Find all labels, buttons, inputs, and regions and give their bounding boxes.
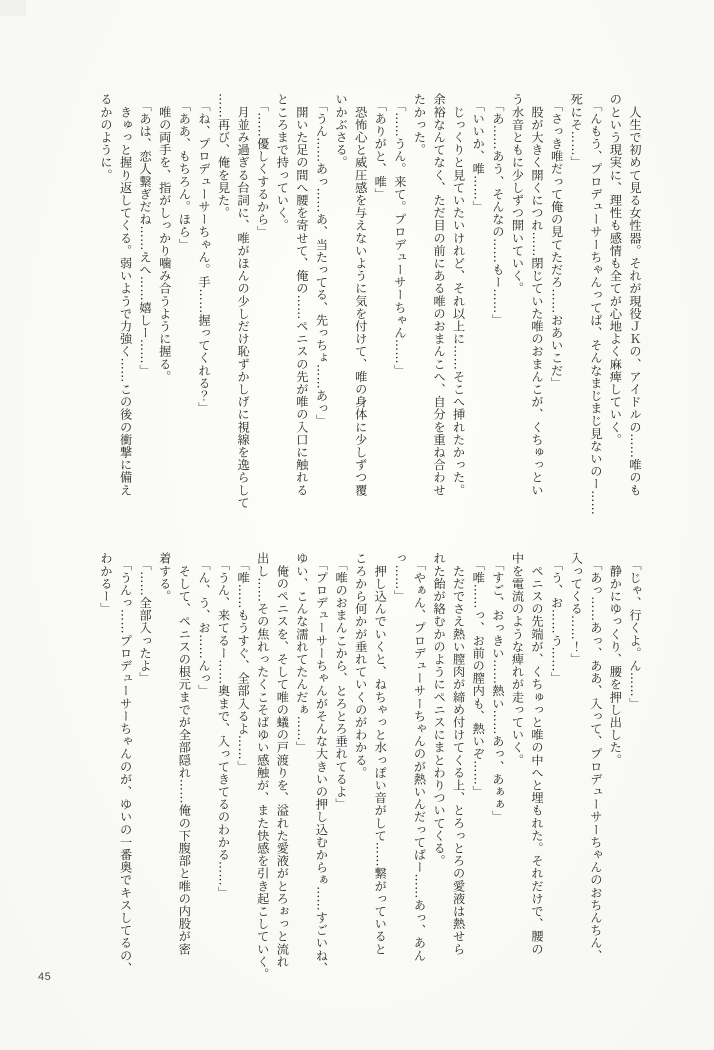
text-line: 「う、お……う……」 bbox=[549, 552, 564, 685]
text-line: っ……」 bbox=[392, 552, 407, 603]
text-line: 「ん、う、お……んっ」 bbox=[196, 552, 211, 698]
text-line: のという現実に、理性も感情も全てが心地よく麻痺していく。 bbox=[608, 93, 623, 446]
text-line: う水音ともに少しずつ開いていく。 bbox=[510, 93, 525, 295]
text-line: 「唯……もうすぐ、全部入るよ……」 bbox=[236, 552, 251, 773]
text-line: 「……全部入ったよ」 bbox=[138, 552, 153, 685]
text-line: 「すご、おっきい……熱い……あっ、あぁぁ」 bbox=[490, 552, 505, 824]
text-line: 月並み過ぎる台詞に、唯がほんの少しだけ恥ずかしげに視線を逸らして bbox=[236, 93, 251, 509]
text-line: 「ね、プロデューサーちゃん。手……握ってくれる？」 bbox=[196, 93, 211, 415]
text-line: じっくりと見ていたいけれど、それ以上に……そこへ挿れたかった。 bbox=[451, 93, 466, 497]
text-line: 「あ……あう、そんなの……もー……」 bbox=[490, 93, 505, 327]
text-line: たかった。 bbox=[412, 93, 427, 156]
text-line: ……再び、俺を見た。 bbox=[216, 93, 231, 219]
text-line: 俺のペニスを、そして唯の蟻の戸渡りを、溢れた愛液がとろぉっと流れ bbox=[275, 552, 290, 968]
text-line: 着する。 bbox=[157, 552, 172, 603]
text-line: 「じゃ、行くよ。ん……」 bbox=[628, 552, 642, 710]
text-line: るかのように。 bbox=[98, 93, 113, 182]
text-block-bottom bbox=[95, 552, 644, 1004]
text-line: わかるー」 bbox=[98, 552, 113, 615]
text-line: 「うん……あっ……あ、当たってる、先っちょ……あっ」 bbox=[314, 93, 329, 428]
text-line: 恐怖心と威圧感を与えないように気を付けて、唯の身体に少しずつ覆 bbox=[353, 93, 368, 497]
text-line: いかぶさる。 bbox=[334, 93, 349, 169]
text-line: 「唯のおまんこから、とろとろ垂れてるよ」 bbox=[334, 552, 349, 811]
text-line: 「あは、恋人繋ぎだね……えへ……嬉しー……」 bbox=[138, 93, 153, 377]
text-line: ゆい、こんな濡れてたんだぁ……」 bbox=[294, 552, 309, 754]
text-line: ころから何かが垂れていくのがわかる。 bbox=[353, 552, 368, 779]
text-line: 「ああ、もちろん。ほら」 bbox=[177, 93, 192, 251]
text-line: 「うんっ……プロデューサーちゃんのが、ゆいの一番奥でキスしてるの、 bbox=[118, 552, 133, 975]
text-line: 「うん、来てるー……奥まで、入ってきてるのわかる……」 bbox=[216, 552, 231, 899]
text-line: 「プロデューサーちゃんがそんな大きいの押し込むからぁ……すごいね、 bbox=[314, 552, 329, 975]
text-line: 人生で初めて見る女性器。それが現役ＪＫの、アイドルの……唯のも bbox=[628, 93, 642, 497]
text-line: ただでさえ熱い膣肉が締め付けてくる上、とろっとろの愛液は熱せら bbox=[451, 552, 466, 956]
text-line: 「あっ……あっ、ああ、入って、プロデューサーちゃんのおちんちん、 bbox=[588, 552, 603, 962]
text-line: 唯の両手を、指がしっかり噛み合うように握る。 bbox=[157, 93, 172, 383]
text-line: 股が大きく開くにつれ……閉じていた唯のおまんこが、くちゅっとい bbox=[530, 93, 545, 497]
text-line: 静かにゆっくり、腰を押し出した。 bbox=[608, 552, 623, 767]
text-line: 死にそ……」 bbox=[569, 93, 584, 169]
text-line: きゅっと握り返してくる。弱いようで力強く……この後の衝撃に備え bbox=[118, 93, 133, 497]
text-line: 「やぁん、プロデューサーちゃんのが熱いんだってばー……あっ、あん bbox=[412, 552, 427, 962]
text-line: れた飴が絡むかのようにペニスにまとわりついてくる。 bbox=[432, 552, 447, 867]
scan-artifact bbox=[0, 0, 26, 16]
text-line: 「さっき唯だって俺の見てただろ……おあいこだ」 bbox=[549, 93, 564, 390]
text-block-top bbox=[95, 93, 644, 548]
text-line: 「……優しくするから」 bbox=[255, 93, 270, 239]
page-number: 45 bbox=[38, 971, 52, 983]
text-line: 「んもう、プロデューサーちゃんってば、そんなまじまじ見ないのー…… bbox=[588, 93, 603, 516]
text-line: 「唯……っ、お前の膣内も、熱いぞ……」 bbox=[471, 552, 486, 798]
text-line: そして、ペニスの根元までが全部隠れ……俺の下腹部と唯の内股が密 bbox=[177, 552, 192, 956]
text-line: 「いいか、唯……」 bbox=[471, 93, 486, 213]
text-line: 出し……その焦れったくこそばゆい感触が、また快感を引き起こしていく。 bbox=[255, 552, 270, 981]
text-line: 余裕なんてなく、ただ目の前にある唯のおまんこへ、自分を重ね合わせ bbox=[432, 93, 447, 497]
text-line: ペニスの先端が、くちゅっと唯の中へと埋もれた。それだけで、腰の bbox=[530, 552, 545, 956]
text-line: 「……うん。来て。プロデューサーちゃん……」 bbox=[392, 93, 407, 377]
text-line: ところまで持っていく。 bbox=[275, 93, 290, 232]
text-line: 押し込んでいくと、ねちゃっと水っぽい音がして……繋がっていると bbox=[373, 552, 388, 956]
text-line: 「ありがと、唯」 bbox=[373, 93, 388, 201]
text-line: 中を電流のような痺れが走っていく。 bbox=[510, 552, 525, 767]
text-line: 入ってくる……！」 bbox=[569, 552, 584, 666]
text-line: 開いた足の間へ腰を寄せて、俺の……ペニスの先が唯の入口に触れる bbox=[294, 93, 309, 497]
